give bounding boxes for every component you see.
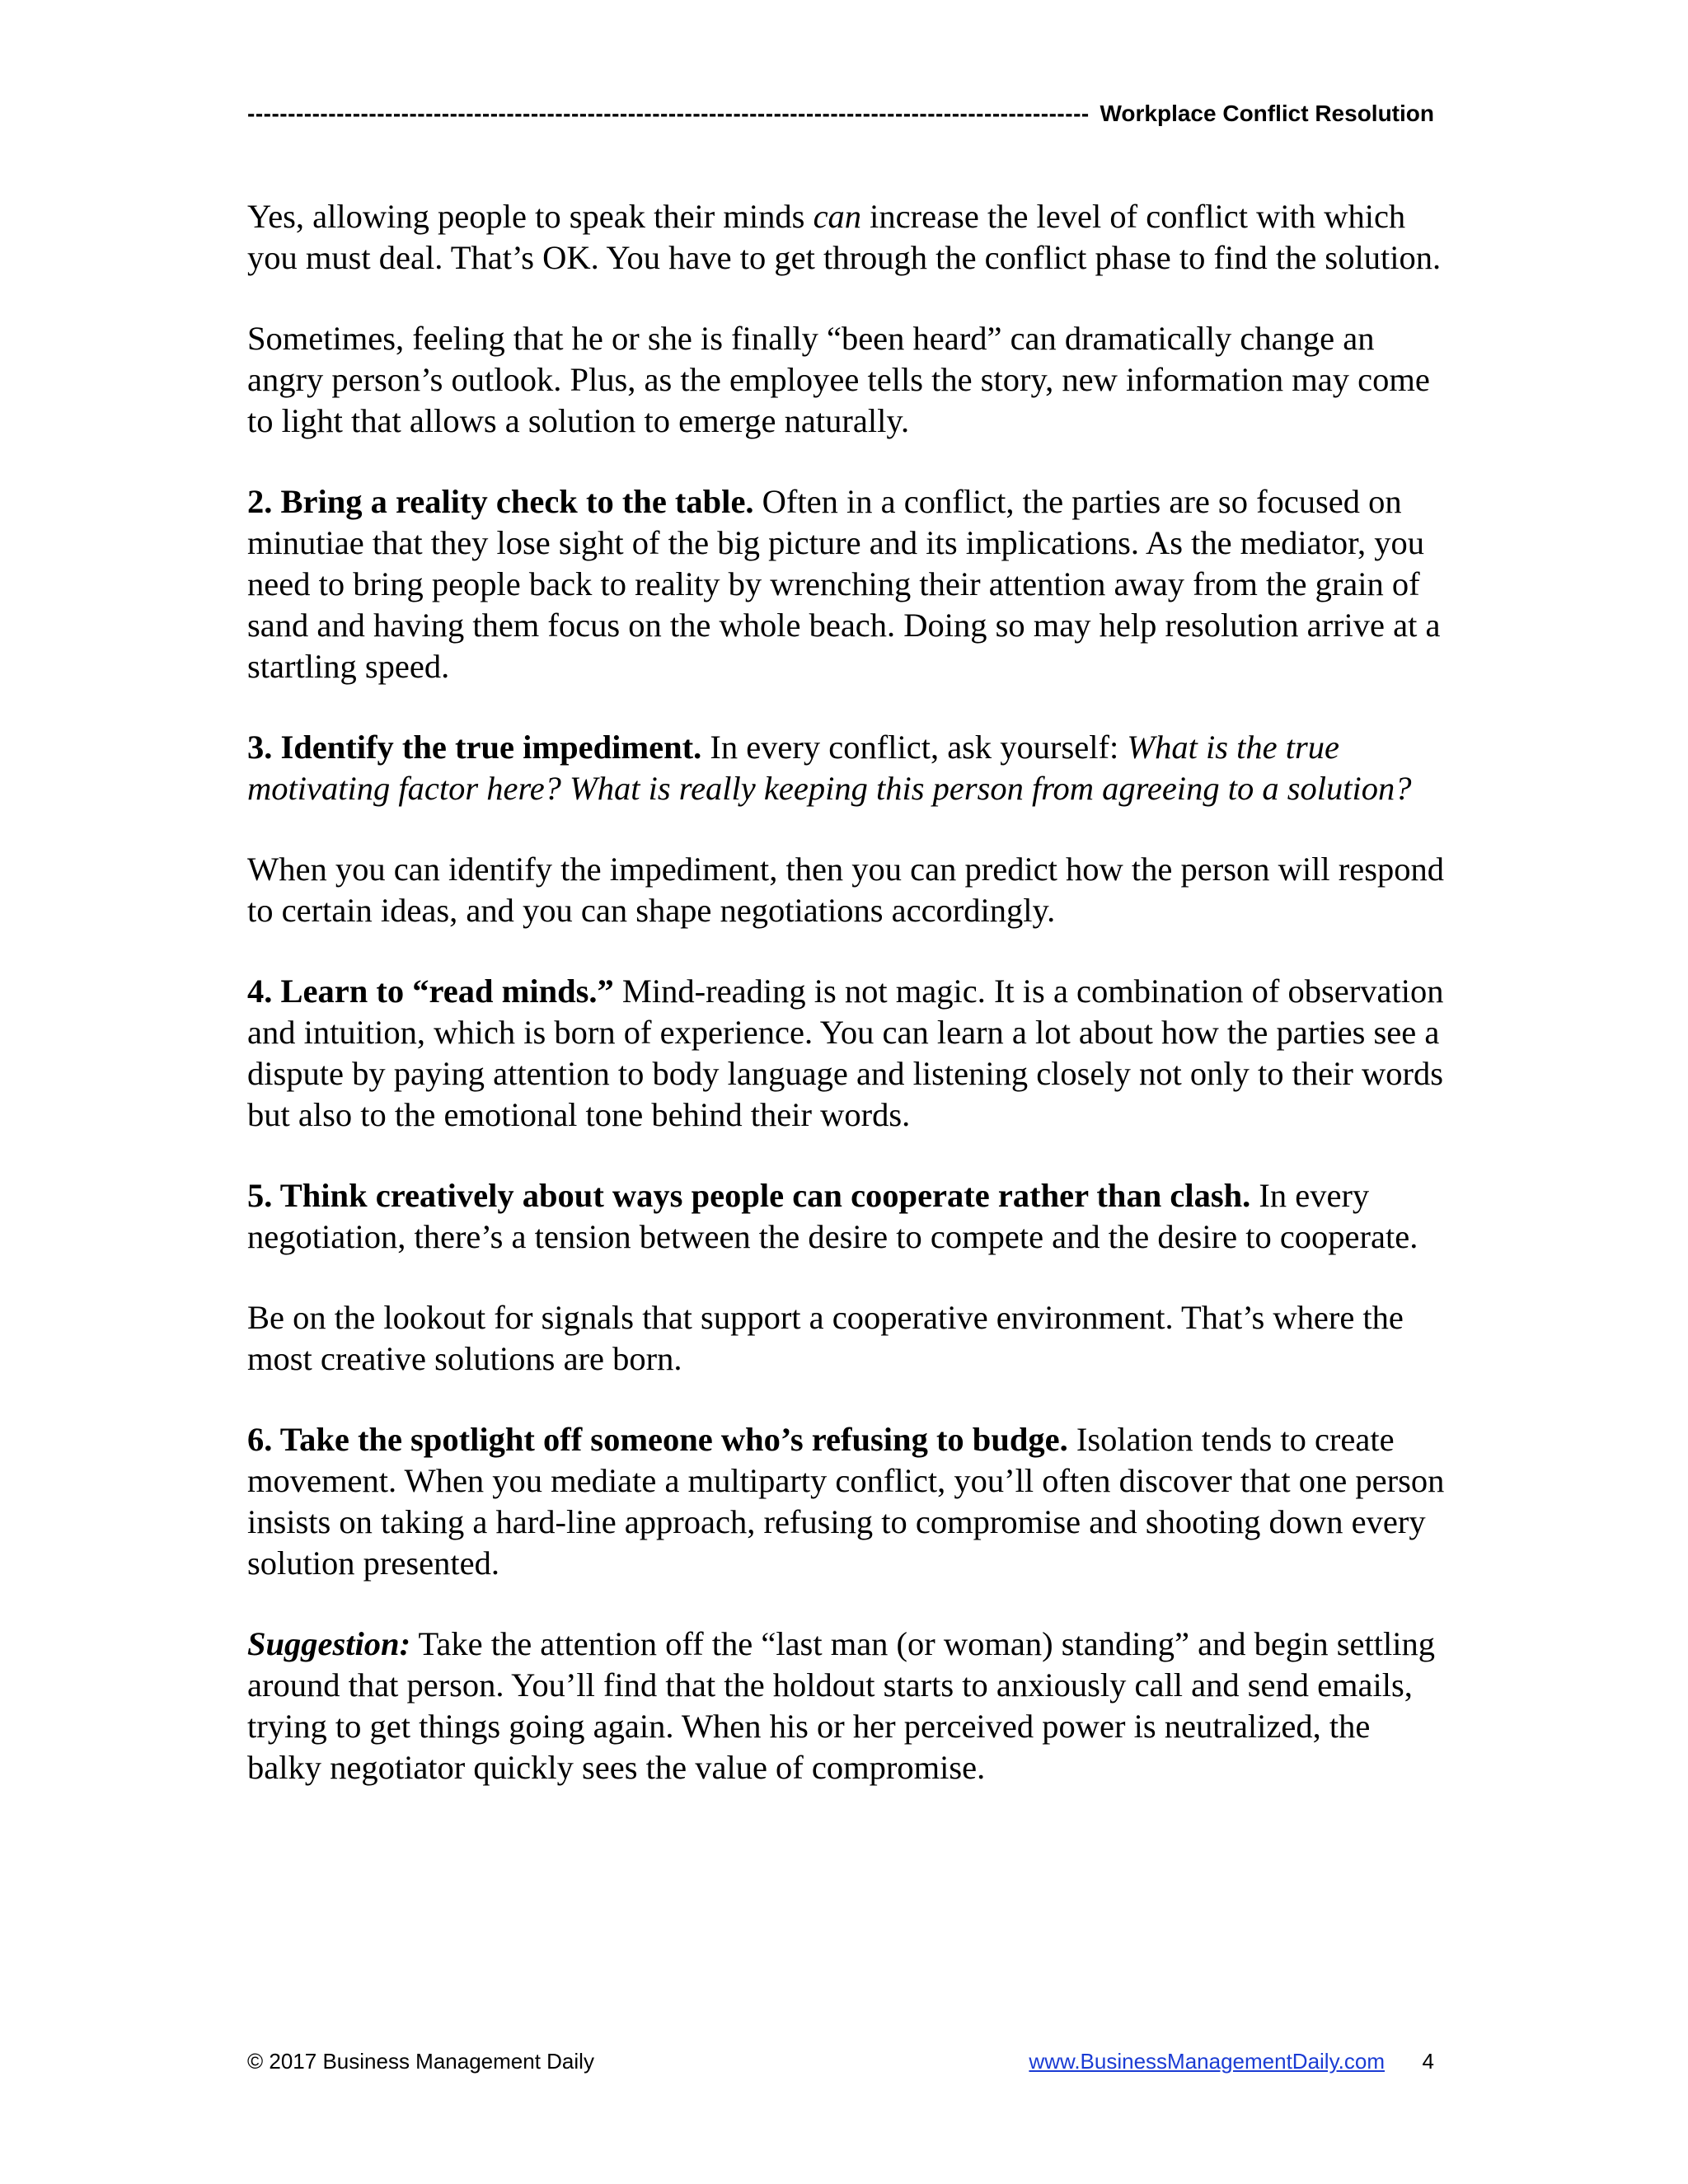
running-header [247, 97, 1434, 130]
tip-heading-cooperate: 5. Think creatively about ways people can cooperate rather than clash. [247, 1177, 1251, 1214]
paragraph-spotlight [247, 1419, 1451, 1584]
paragraph-read-minds [247, 971, 1451, 1136]
emphasis-can: can [813, 198, 862, 235]
page-footer [247, 2049, 1434, 2079]
paragraph-suggestion [247, 1624, 1451, 1788]
header-title: Workplace Conflict Resolution [1100, 101, 1434, 126]
paragraph-text: Often in a conflict, the parties are so focused on minutiae that they lose sight of the big picture and its implications. As the mediator, you need to bring people back to reality by wrenching their attention away from the grain of sand and having them focus on the whole beach. Doing so may help resolution arrive at a startling speed. [247, 483, 1441, 685]
header-dashed-rule: -------------------------------------------------------------------------------------------------------- [247, 101, 1090, 126]
suggestion-label: Suggestion: [247, 1625, 411, 1662]
paragraph-speak-minds [247, 196, 1451, 279]
tip-heading-reality-check: 2. Bring a reality check to the table. [247, 483, 754, 520]
tip-heading-read-minds: 4. Learn to “read minds.” [247, 972, 614, 1010]
paragraph-cooperate [247, 1175, 1451, 1258]
paragraph-text: In every negotiation, there’s a tension between the desire to compete and the desire to cooperate. [247, 1177, 1418, 1255]
paragraph-true-impediment [247, 727, 1451, 809]
paragraph-text: Take the attention off the “last man (or woman) standing” and begin settling around that person. You’ll find that the holdout starts to anxiously call and send emails, trying to get things going again. When his or her perceived power is neutralized, the balky negotiator quickly sees the value of compromise. [247, 1625, 1436, 1786]
page-number: 4 [1422, 2049, 1434, 2074]
paragraph-text: Isolation tends to create movement. When you mediate a multiparty conflict, you’ll often discover that one person insists on taking a hard-line approach, refusing to compromise and shooting down every solution presented. [247, 1421, 1445, 1582]
document-body [247, 196, 1451, 1828]
footer-copyright: © 2017 Business Management Daily [247, 2049, 594, 2074]
tip-heading-spotlight: 6. Take the spotlight off someone who’s refusing to budge. [247, 1421, 1068, 1458]
paragraph-text: increase the level of conflict with which you must deal. That’s OK. You have to get through the conflict phase to find the solution. [247, 198, 1442, 276]
paragraph-signals: Be on the lookout for signals that support a cooperative environment. That’s where the most creative solutions are born. [247, 1299, 1404, 1377]
paragraph-been-heard: Sometimes, feeling that he or she is finally “been heard” can dramatically change an angry person’s outlook. Plus, as the employee tells the story, new information may come to light that allows a solution to emerge naturally. [247, 320, 1430, 439]
paragraph-text: Mind-reading is not magic. It is a combination of observation and intuition, which is born of experience. You can learn a lot about how the parties see a dispute by paying attention to body language and listening closely not only to their words but also to the emotional tone behind their words. [247, 972, 1444, 1133]
paragraph-text: In every conflict, ask yourself: [701, 729, 1128, 766]
tip-heading-true-impediment: 3. Identify the true impediment. [247, 729, 702, 766]
paragraph-reality-check [247, 481, 1451, 687]
paragraph-text: Yes, allowing people to speak their minds [247, 198, 814, 235]
footer-website-link[interactable]: www.BusinessManagementDaily.com [1029, 2049, 1385, 2074]
paragraph-identify-impediment: When you can identify the impediment, then you can predict how the person will respond to certain ideas, and you can shape negotiations accordingly. [247, 851, 1444, 929]
emphasis-question: What is the true motivating factor here? What is really keeping this person from agreeing to a solution? [247, 729, 1412, 807]
